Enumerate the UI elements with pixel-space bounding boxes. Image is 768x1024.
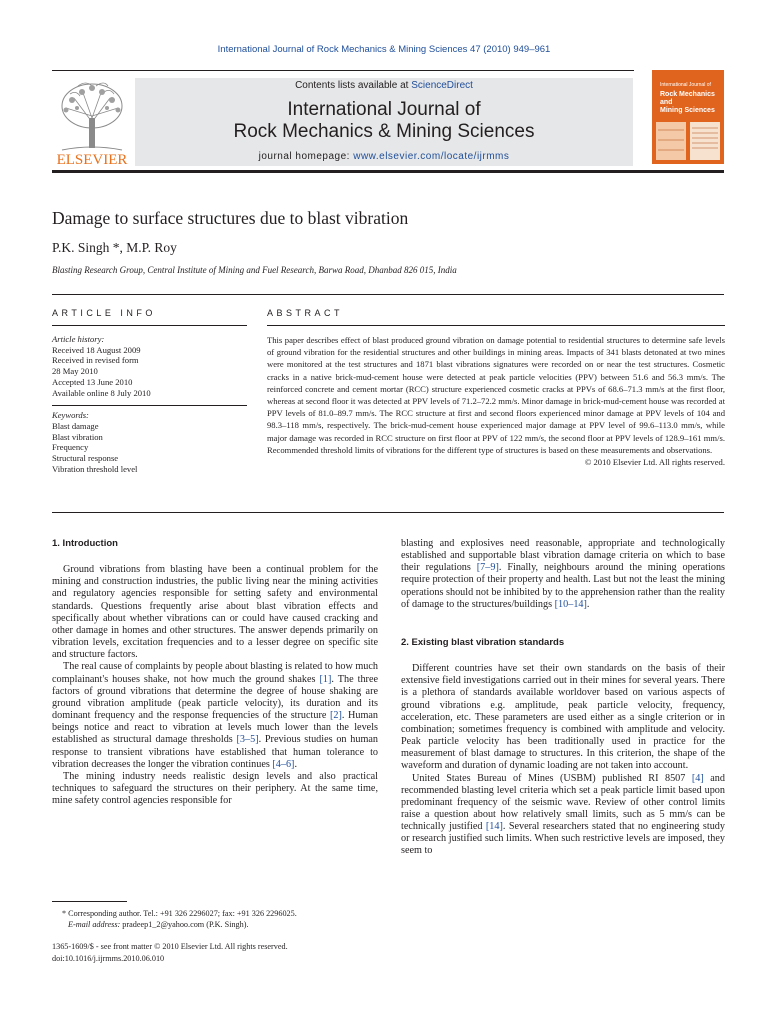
- section-2-heading: 2. Existing blast vibration standards: [401, 636, 565, 648]
- paragraph: Different countries have set their own standards on the basis of their extensive field investigations carried out in their mines for several years. There is a plethora of standards available worldover based on various aspects of ground vibrations e.g. amplitude, peak particle velocity, frequency, acceleration, etc. These parameters are used either as a single criterion or in combination; sometimes frequency is combined with amplitude and velocity. Peak particle velocity has been traditionally used in practice for the measurement of blast damage to structures. In this criterion, the shape of the waveform and duration of dynamic loading are not taken into account.: [401, 663, 725, 772]
- history-item: Received 18 August 2009: [52, 344, 141, 355]
- corresponding-author-note: * Corresponding author. Tel.: +91 326 2296027; fax: +91 326 2296025.: [62, 909, 297, 918]
- abstract-bottom-rule: [52, 512, 724, 513]
- keyword-item: Blast vibration: [52, 431, 103, 442]
- homepage-prefix: journal homepage:: [258, 151, 354, 162]
- sciencedirect-link[interactable]: ScienceDirect: [411, 80, 473, 91]
- header-top-rule: [52, 70, 634, 71]
- journal-homepage-link[interactable]: www.elsevier.com/locate/ijrmms: [353, 151, 510, 162]
- body-column-right: [401, 538, 725, 858]
- reference-link[interactable]: [4–6]: [272, 758, 295, 770]
- journal-citation[interactable]: International Journal of Rock Mechanics & Mining Sciences 47 (2010) 949–961: [217, 44, 551, 55]
- paragraph: The mining industry needs realistic design levels and also practical techniques to safeguard the structures on their periphery. At the same time, mine safety control agencies responsible for: [52, 770, 378, 807]
- journal-title-line2: Rock Mechanics & Mining Sciences: [233, 121, 535, 142]
- abstract: [267, 334, 725, 468]
- paragraph: blasting and explosives need reasonable, appropriate and technologically established and supportable blast vibration damage criteria on which to base their regulations [7–9]. Finally, neighbours around the mining operations require protection of their property and health. Last but not the least the mining operations should not be inhibited by to the apprehension rather than the reality of damage to the structures/buildings [10–14].: [401, 538, 725, 610]
- footnote-rule: [52, 901, 127, 902]
- author-affiliation: Blasting Research Group, Central Institute of Mining and Fuel Research, Barwa Road, Dhanbad 826 015, India: [52, 265, 457, 275]
- journal-cover-thumbnail: [652, 70, 724, 164]
- issn-doi-block: [52, 941, 288, 965]
- header-bottom-rule: [52, 170, 724, 173]
- section-1-heading: 1. Introduction: [52, 538, 118, 549]
- history-item: Received in revised form: [52, 355, 139, 366]
- reference-link[interactable]: [2]: [329, 710, 342, 722]
- paragraph: United States Bureau of Mines (USBM) published RI 8507 [4] and recommended blasting level criteria which set a peak particle limit based upon predominant frequency of the seismic wave. Review of other control limits raise a question about how relatively small limits, such as 5 mm/s can be technically justified [14]. Several researchers stated that no engineering study or research justified such limits. When such restrictive levels are imposed, they seem to: [401, 772, 725, 857]
- email-label: E-mail address:: [68, 920, 121, 930]
- reference-link[interactable]: [14]: [485, 821, 503, 833]
- paragraph: The real cause of complaints by people about blasting is related to how much complainant's houses shake, not how much the ground shakes [1]. The three factors of ground vibrations that determine the degree of house shaking are ground vibration amplitude (peak particle velocity), its duration and its dominant frequency and the response frequencies of the structure [2]. Human beings notice and react to vibration at levels much lower than the levels established as structural damage thresholds [3–5]. Previous studies on human response to transient vibrations have established that human tolerance to vibration decreases the longer the vibration continues [4–6].: [52, 661, 378, 770]
- contents-prefix: Contents lists available at: [295, 80, 412, 91]
- svg-text:International Journal of: International Journal of: [660, 82, 711, 88]
- svg-text:and: and: [660, 99, 673, 106]
- svg-text:Mining Sciences: Mining Sciences: [660, 107, 715, 114]
- abstract-copyright: © 2010 Elsevier Ltd. All rights reserved.: [584, 457, 725, 468]
- svg-text:Rock Mechanics: Rock Mechanics: [660, 91, 715, 98]
- body-column-left: [52, 538, 378, 807]
- history-item: Accepted 13 June 2010: [52, 376, 133, 387]
- journal-title-line1: International Journal of: [287, 99, 481, 120]
- email-line: [52, 919, 382, 930]
- paragraph: Ground vibrations from blasting have been a continual problem for the mining and construction industries, the public living near the mining activities and regulatory agencies responsible for setting safety and environmental standards. Questions frequently arise about blast vibration effects and specifically about whether vibrations can or could have caused cracking and other damage in homes and other structures. The answer depends primarily on vibration levels, excitation frequencies and to a lesser degree on specific site and structure factors.: [52, 564, 378, 661]
- article-info-heading: ARTICLE INFO: [52, 308, 156, 318]
- keyword-item: Frequency: [52, 442, 89, 453]
- journal-title: [135, 99, 633, 143]
- keyword-item: Blast damage: [52, 420, 99, 431]
- article-title: Damage to surface structures due to blast vibration: [52, 208, 409, 228]
- reference-link[interactable]: [10–14]: [554, 598, 587, 610]
- title-separator-rule: [52, 294, 724, 295]
- elsevier-logo: [52, 78, 132, 166]
- abstract-text: This paper describes effect of blast produced ground vibration on damage potential to residential structures to determine safe levels of ground vibration for the residential structures and other buildings in mining areas. Impacts of 341 blasts detonated at two mines were monitored at the test structures and 1871 blast vibrations signatures were recorded on or near the test structures. Cosmetic cracks in a native brick-mud-cement house were detected at peak particle velocities (PPV) between 51.6 and 56.3 mm/s. The reinforced concrete and cement mortar (RCC) structure experienced cosmetic cracks at PPVs of 68.6–71.3 mm/s at the first floor, whereas at second floor it was detected at PPV levels of 71.2–72.2 mm/s. Minor damage in brick-mud-cement house was recorded at PPV levels of 81.0–89.7 mm/s. The RCC structure at first and second floors experienced minor damage at PPV levels of 104 and 98.3–118 mm/s, respectively. The brick-mud-cement house experienced major damage at PPV level of 99.6–113.0 mm/s, while major damage was recorded in RCC structure on first floor at PPV of 122 mm/s, the second floor at PPV levels of 128.9–161 mm/s. Recommended threshold limits of vibrations for the different type of structures is based on these measurements and observations.: [267, 335, 725, 455]
- journal-homepage-line: [135, 151, 633, 162]
- abstract-heading: ABSTRACT: [267, 308, 344, 318]
- article-authors: P.K. Singh *, M.P. Roy: [52, 240, 177, 255]
- reference-link[interactable]: [3–5]: [236, 734, 259, 746]
- elsevier-wordmark: ELSEVIER: [56, 152, 128, 166]
- history-label: Article history:: [52, 334, 105, 344]
- history-keywords-divider: [52, 398, 247, 406]
- email-address[interactable]: pradeep1_2@yahoo.com (P.K. Singh).: [120, 920, 249, 930]
- keywords-label: Keywords:: [52, 410, 89, 421]
- article-info: [52, 334, 247, 474]
- keyword-item: Structural response: [52, 453, 119, 464]
- reference-link[interactable]: [7–9]: [476, 562, 499, 574]
- reference-link[interactable]: [1]: [319, 673, 332, 685]
- reference-link[interactable]: [4]: [691, 772, 704, 784]
- abstract-rule: [267, 325, 725, 326]
- article-info-rule: [52, 325, 247, 326]
- history-item: Available online 8 July 2010: [52, 387, 151, 398]
- doi[interactable]: doi:10.1016/j.ijrmms.2010.06.010: [52, 954, 165, 963]
- elsevier-tree-icon: [52, 78, 132, 166]
- contents-line: [135, 80, 633, 91]
- keyword-item: Vibration threshold level: [52, 463, 138, 474]
- footnote: [52, 908, 382, 930]
- history-item: 28 May 2010: [52, 366, 98, 377]
- issn-line: 1365-1609/$ - see front matter © 2010 Elsevier Ltd. All rights reserved.: [52, 942, 288, 951]
